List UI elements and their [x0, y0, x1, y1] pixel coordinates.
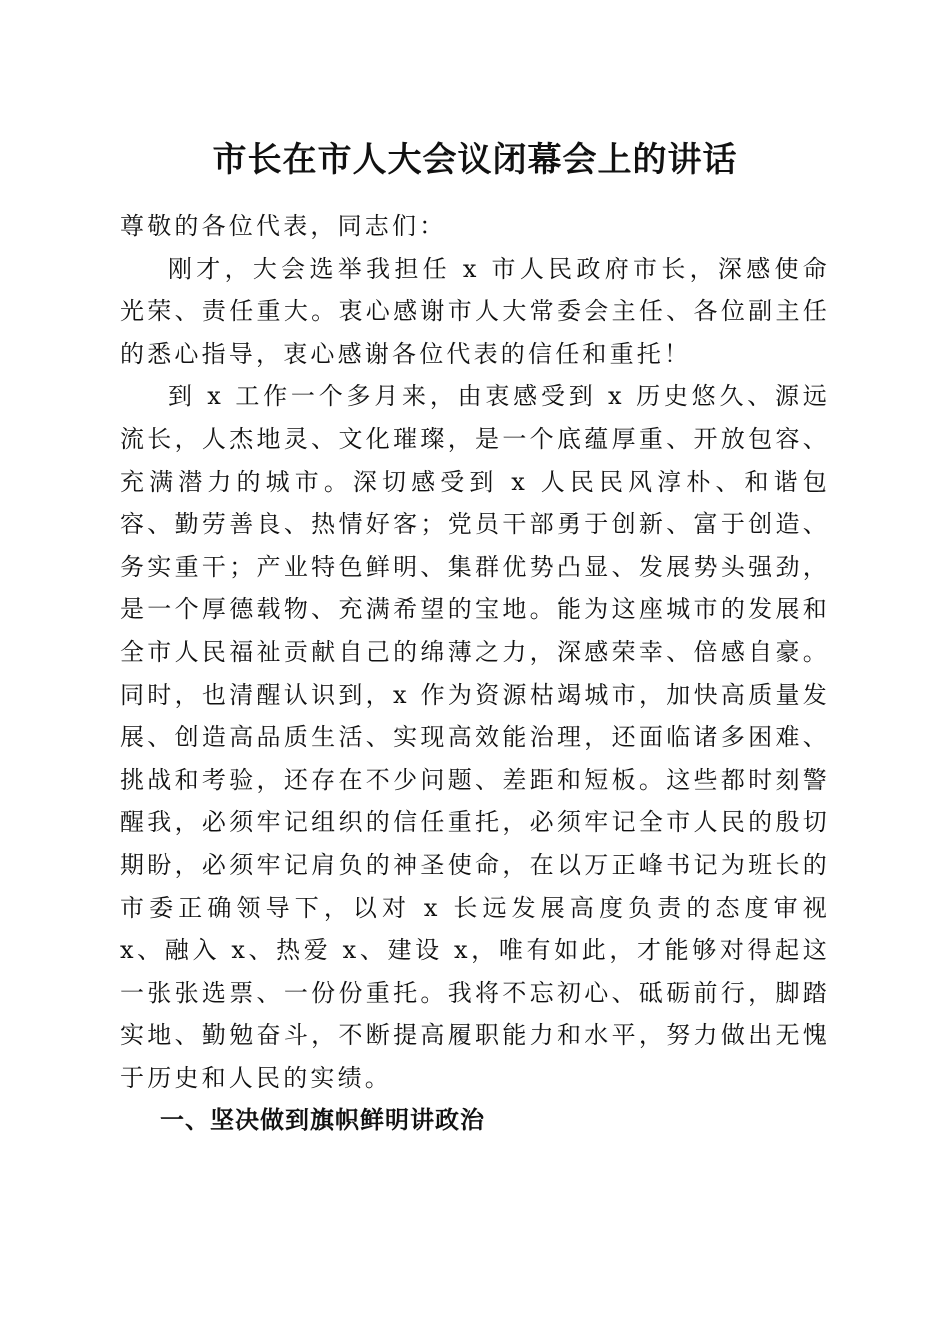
document-body [120, 205, 830, 1142]
paragraph-1: 刚才，大会选举我担任 x 市人民政府市长，深感使命光荣、责任重大。衷心感谢市人大常委会主任、各位副主任的悉心指导，衷心感谢各位代表的信任和重托！ [120, 254, 830, 368]
paragraph-2: 到 x 工作一个多月来，由衷感受到 x 历史悠久、源远流长，人杰地灵、文化璀璨，是一个底蕴厚重、开放包容、充满潜力的城市。深切感受到 x 人民民风淳朴、和谐包容、勤劳善良、热情好客；党员干部勇于创新、富于创造、务实重干；产业特色鲜明、集群优势凸显、发展势头强劲，是一个厚德载物、充满希望的宝地。能为这座城市的发展和全市人民福祉贡献自己的绵薄之力，深感荣幸、倍感自豪。同时，也清醒认识到，x 作为资源枯竭城市，加快高质量发展、创造高品质生活、实现高效能治理，还面临诸多困难、挑战和考验，还存在不少问题、差距和短板。这些都时刻警醒我，必须牢记组织的信任重托，必须牢记全市人民的殷切期盼，必须牢记肩负的神圣使命，在以万正峰书记为班长的市委正确领导下，以对 x 长远发展高度负责的态度审视 x、融入 x、热爱 x、建设 x，唯有如此，才能够对得起这一张张选票、一份份重托。我将不忘初心、砥砺前行，脚踏实地、勤勉奋斗，不断提高履职能力和水平，努力做出无愧于历史和人民的实绩。 [120, 382, 830, 1092]
section-heading: 一、坚决做到旗帜鲜明讲政治 [160, 1106, 485, 1135]
salutation: 尊敬的各位代表，同志们： [120, 212, 447, 240]
page-title: 市长在市人大会议闭幕会上的讲话 [212, 140, 738, 180]
